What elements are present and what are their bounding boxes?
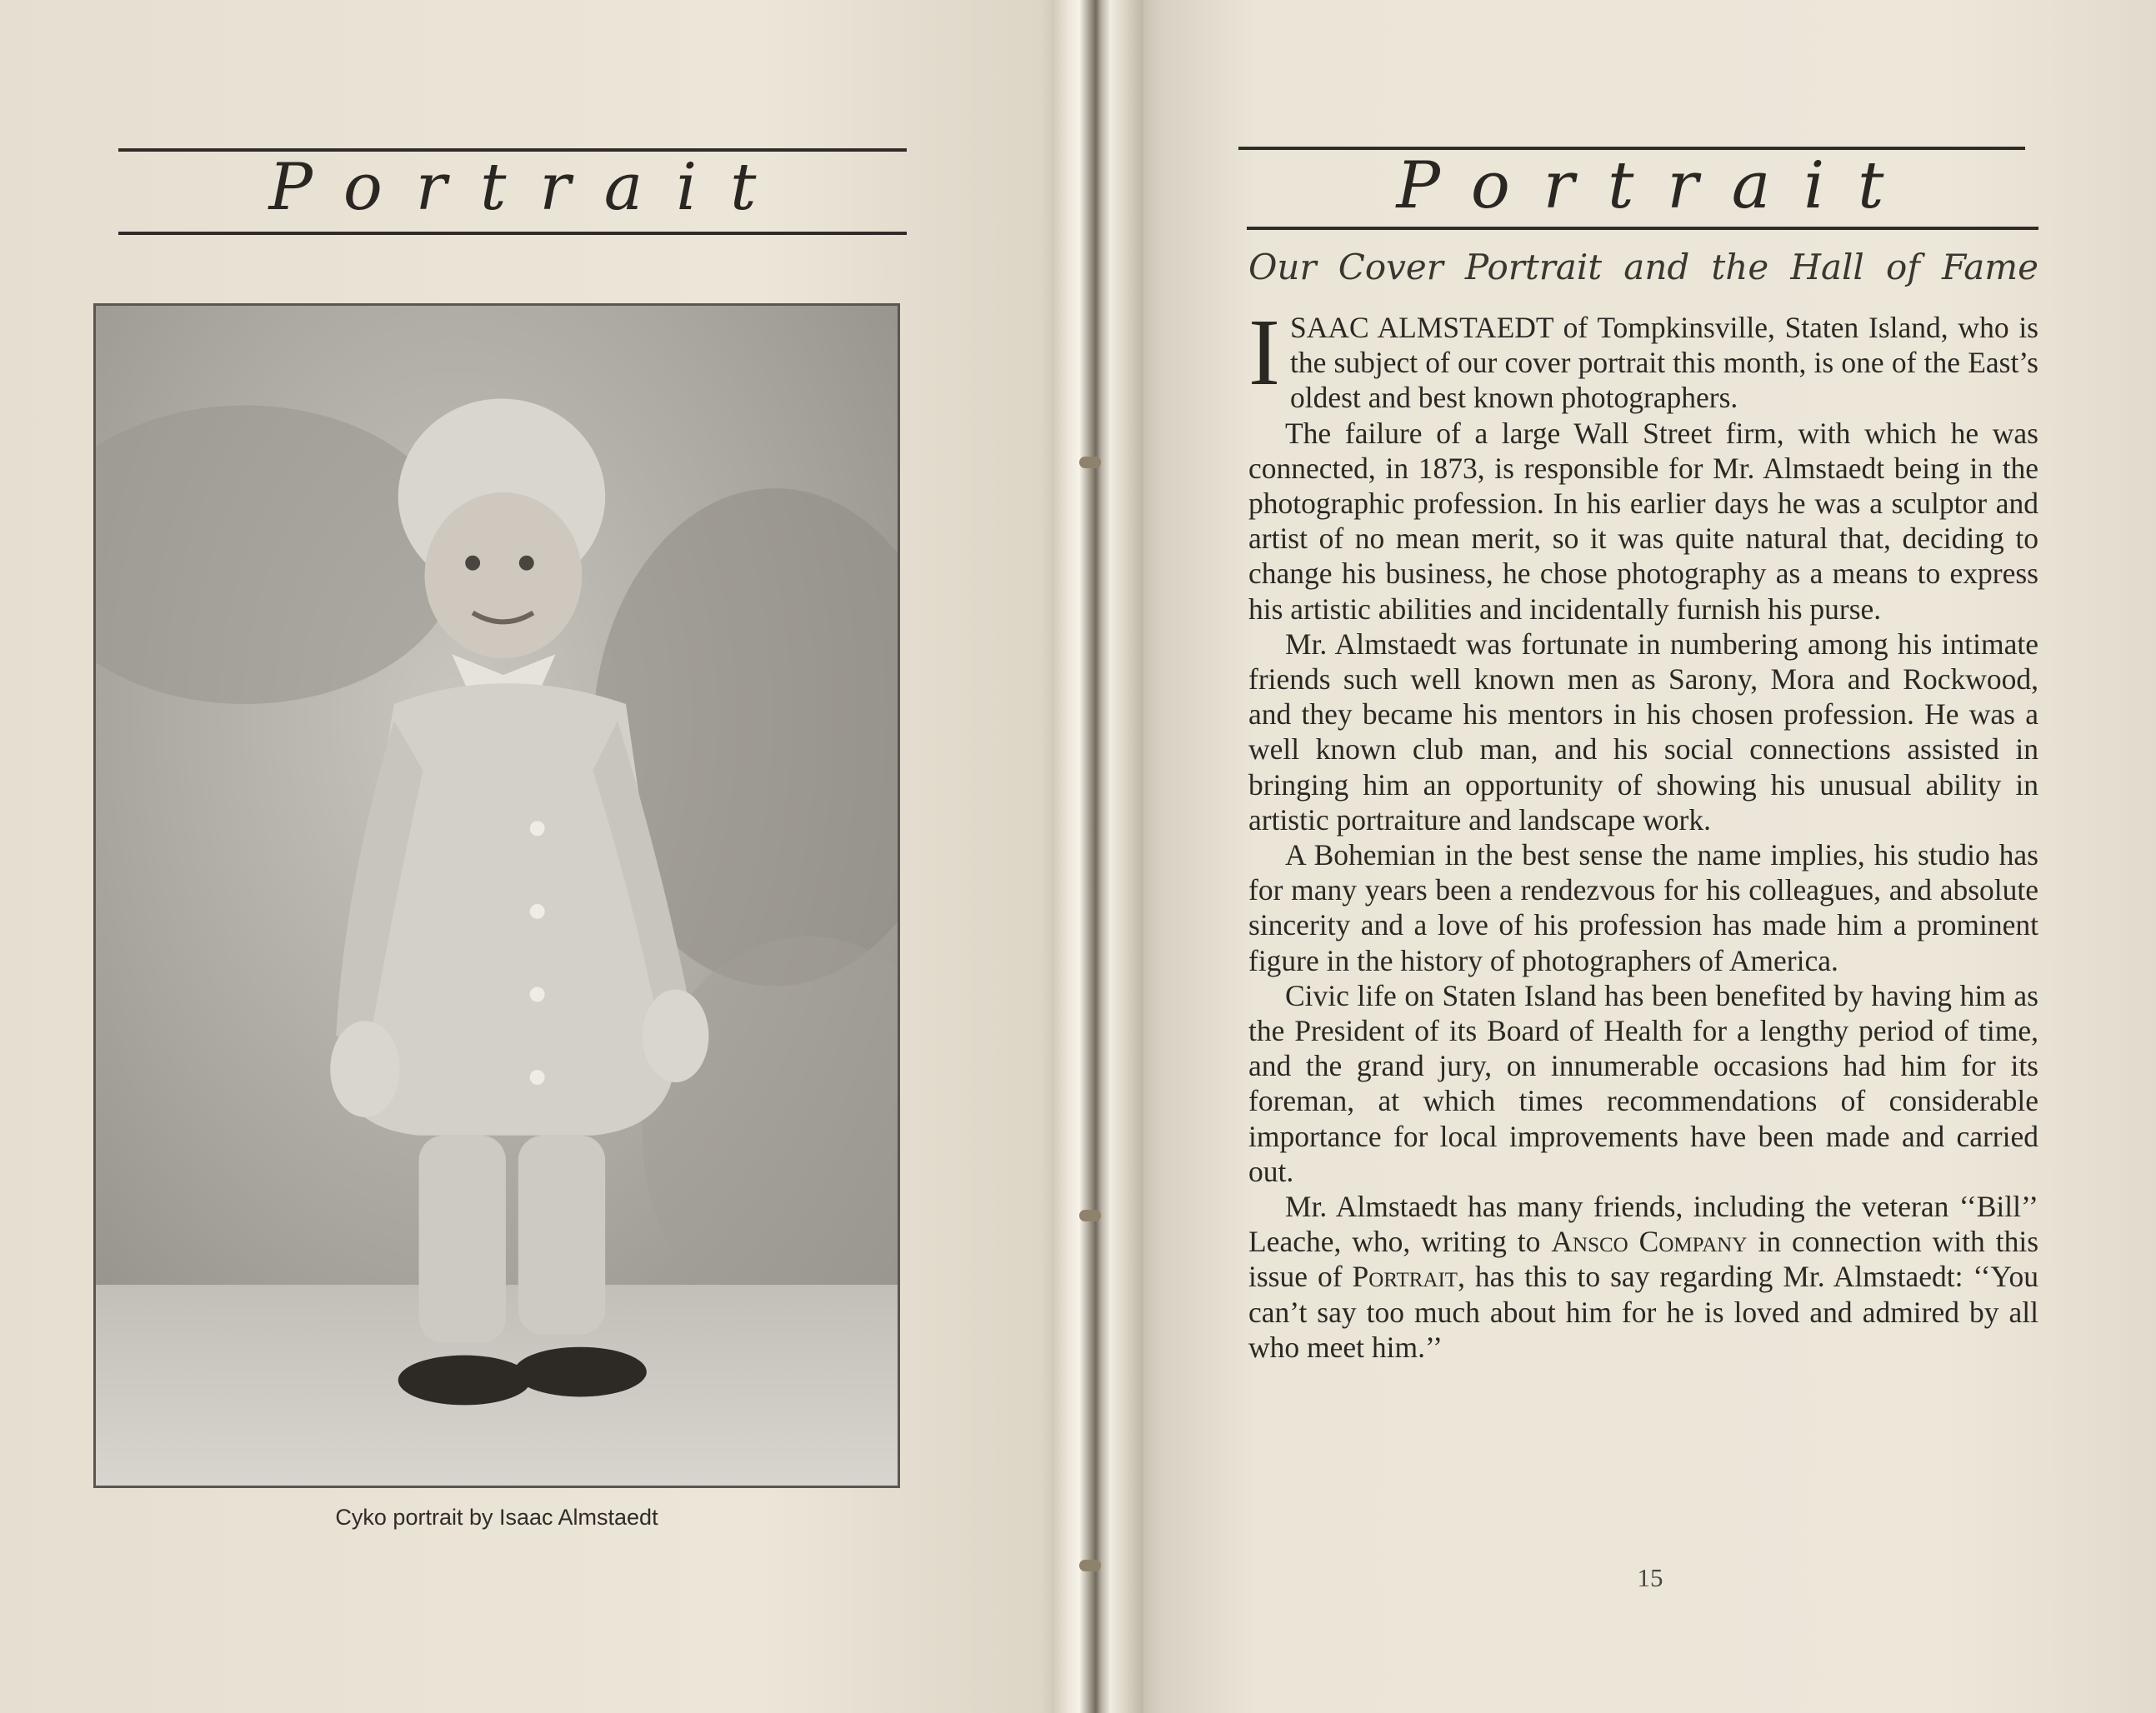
article-paragraph: Civic life on Staten Island has been benefited by having him as the President of its Board of Health for a lengthy period of time, and the grand jury, on innumerable occasions had him for its foreman, at which times recommendations of considerable importance for local improvements have been made and carried out. bbox=[1248, 978, 2038, 1188]
binding-stitch bbox=[1079, 457, 1101, 468]
company-name: Ansco Company bbox=[1551, 1225, 1748, 1259]
binding-stitch bbox=[1079, 1210, 1101, 1221]
magazine-name: Portrait bbox=[1352, 1260, 1458, 1294]
paragraph-text: , has this to say regarding Mr. Almstaedt: ‘‘You can’t say too much about him for he is loved and admired by all who meet him.’’ bbox=[1248, 1260, 2038, 1364]
page-number: 15 bbox=[1637, 1563, 1663, 1592]
cover-portrait-photo bbox=[93, 303, 900, 1488]
binding-stitch bbox=[1079, 1560, 1101, 1571]
article-paragraph: Mr. Almstaedt was fortunate in numbering among his intimate friends such well known men as Sarony, Mora and Rockwood, and they became his mentors in his chosen profession. He was a well known club man, and his social connections assisted in bringing him an opportunity of showing his unusual ability in artistic portraiture and landscape work. bbox=[1248, 627, 2038, 837]
masthead-bottom-rule-left bbox=[118, 232, 907, 235]
paragraph-text: SAAC ALMSTAEDT of Tompkinsville, Staten Island, who is the subject of our cover portrait this month, is one of the East’s oldest and best known photographers. bbox=[1289, 311, 2038, 415]
article-paragraph bbox=[1248, 299, 2038, 416]
photo-caption: Cyko portrait by Isaac Almstaedt bbox=[335, 1505, 658, 1530]
article-paragraph: The failure of a large Wall Street firm, with which he was connected, in 1873, is responsible for Mr. Almstaedt being in the photographic profession. In his earlier days he was a sculptor and artist of no mean merit, so it was quite natural that, deciding to change his business, he chose photography as a means to express his artistic abilities and incidentally furnish his purse. bbox=[1248, 416, 2038, 626]
child-portrait-image bbox=[96, 306, 898, 1486]
article-body bbox=[1248, 299, 2039, 1365]
drop-cap: I bbox=[1248, 299, 1280, 405]
paragraph-text: Mr. Almstaedt has many friends, including the veteran ‘‘Bill’’ Leache, who, writing to bbox=[1248, 1190, 2038, 1259]
masthead-right: Portrait bbox=[1396, 148, 1918, 223]
masthead-left: Portrait bbox=[268, 150, 790, 225]
article-paragraph bbox=[1248, 1189, 2038, 1365]
article-paragraph: A Bohemian in the best sense the name implies, his studio has for many years been a rendezvous for his colleagues, and absolute sincerity and a love of his profession has made him a prominent figure in the history of photographers of America. bbox=[1248, 838, 2038, 977]
book-spine bbox=[1052, 0, 1143, 1713]
masthead-bottom-rule-right bbox=[1247, 227, 2038, 230]
paragraph-text: in connection with this issue of bbox=[1248, 1225, 2039, 1294]
article-title: Our Cover Portrait and the Hall of Fame bbox=[1248, 247, 2038, 287]
